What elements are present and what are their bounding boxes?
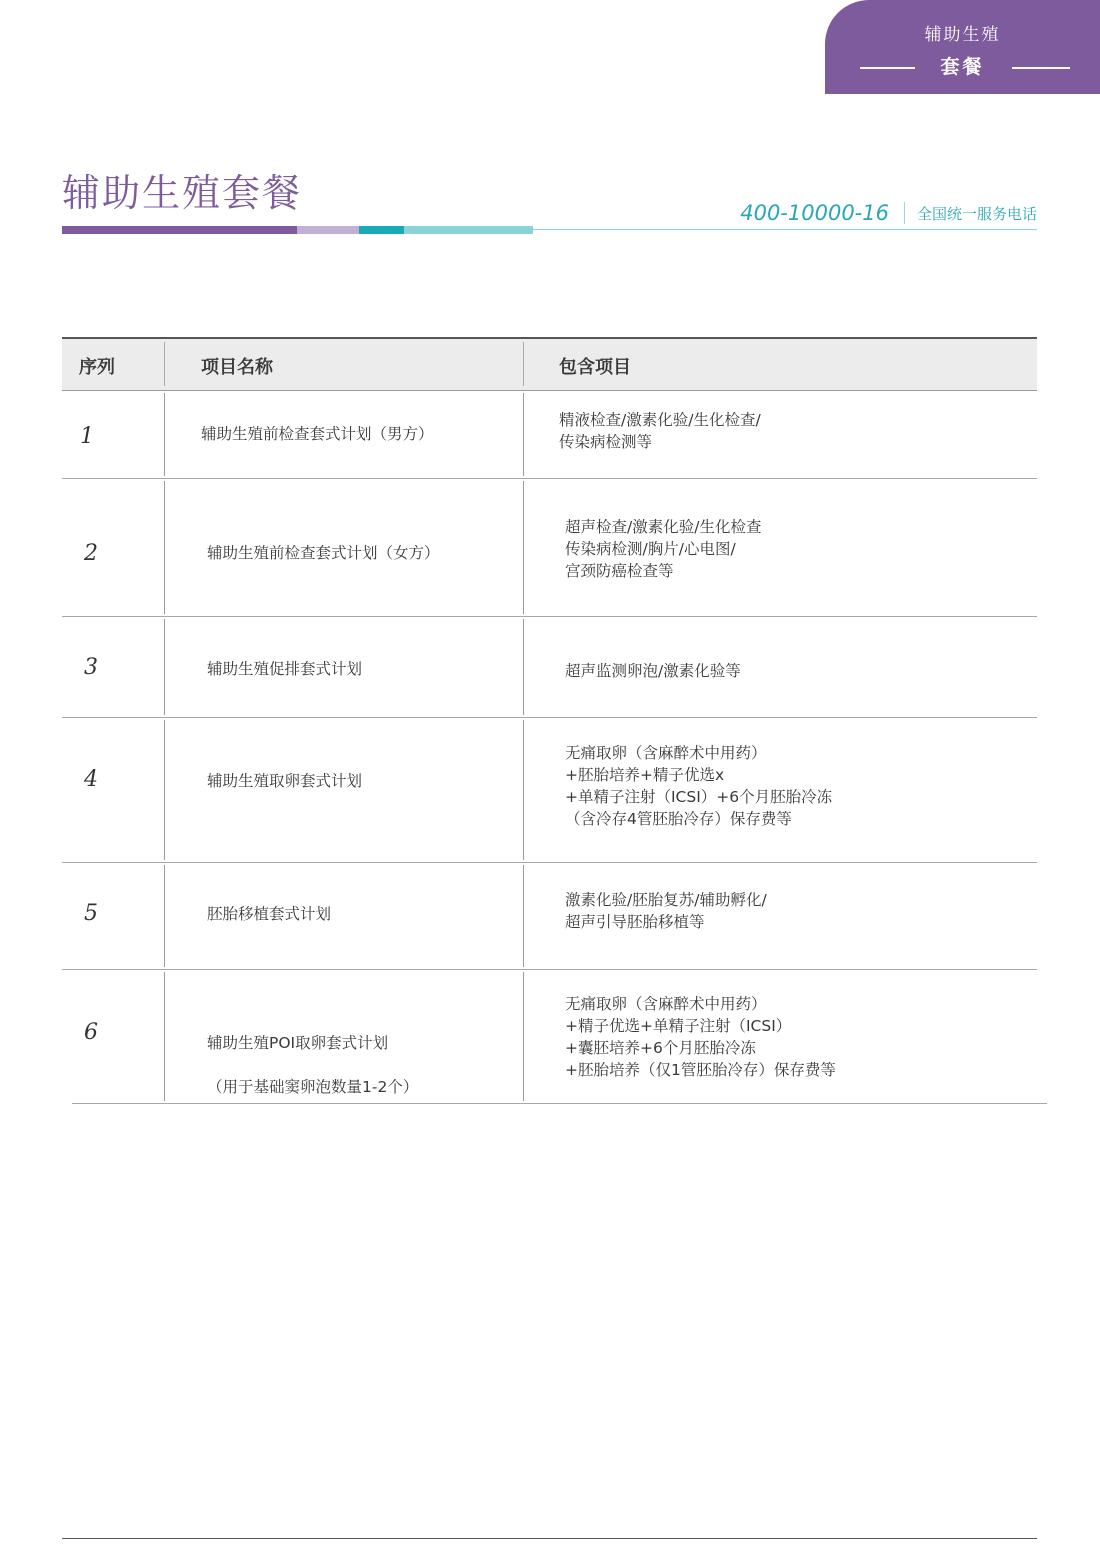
header-divider <box>164 342 165 386</box>
section-tab-title: 辅助生殖 <box>924 25 1001 45</box>
included-items <box>565 660 741 682</box>
row-number: 5 <box>84 901 98 926</box>
hotline-number: 400-10000-16 <box>740 201 889 225</box>
table-header <box>62 339 1037 391</box>
page-title: 辅助生殖套餐 <box>62 171 303 215</box>
page-bottom-rule <box>62 1538 1037 1539</box>
included-item: （含冷存4管胚胎冷存）保存费等 <box>565 810 792 828</box>
included-item: 精液检查/激素化验/生化检查/ <box>559 411 761 429</box>
column-divider <box>523 865 524 967</box>
table-row <box>62 863 1037 970</box>
column-divider <box>523 720 524 860</box>
column-divider <box>164 481 165 614</box>
column-divider <box>164 972 165 1101</box>
header-items: 包含项目 <box>559 357 631 378</box>
package-name <box>207 1010 418 1120</box>
package-name: 胚胎移植套式计划 <box>207 905 332 923</box>
included-items <box>565 516 761 582</box>
table-row <box>62 718 1037 863</box>
included-item: 传染病检测等 <box>559 433 653 451</box>
title-underline-light-teal <box>404 226 533 234</box>
row-number: 6 <box>84 1020 98 1045</box>
included-item: +囊胚培养+6个月胚胎冷冻 <box>565 1039 756 1057</box>
package-name-line: （用于基础窦卵泡数量1-2个） <box>207 1078 419 1096</box>
included-items <box>565 993 836 1081</box>
included-item: +单精子注射（ICSI）+6个月胚胎冷冻 <box>565 788 833 806</box>
included-item: 激素化验/胚胎复苏/辅助孵化/ <box>565 891 767 909</box>
included-item: 传染病检测/胸片/心电图/ <box>565 540 736 558</box>
package-name: 辅助生殖促排套式计划 <box>207 660 363 678</box>
section-tab-rule-right <box>1012 67 1070 69</box>
column-divider <box>164 619 165 715</box>
column-divider <box>523 619 524 715</box>
title-underline-lavender <box>297 226 359 234</box>
table-row <box>62 479 1037 617</box>
column-divider <box>164 393 165 476</box>
title-underline-purple <box>62 226 297 234</box>
included-items <box>565 889 767 933</box>
row-number: 3 <box>84 655 98 680</box>
table-row <box>62 617 1037 718</box>
package-name: 辅助生殖取卵套式计划 <box>207 772 363 790</box>
column-divider <box>523 481 524 614</box>
header-divider <box>523 342 524 386</box>
title-underline-teal <box>359 226 404 234</box>
row-number: 2 <box>84 541 98 566</box>
included-item: 超声引导胚胎移植等 <box>565 913 705 931</box>
section-tab <box>825 0 1100 94</box>
included-item: +胚胎培养（仅1管胚胎冷存）保存费等 <box>565 1061 836 1079</box>
included-items <box>565 742 832 830</box>
included-item: 超声检查/激素化验/生化检查 <box>565 518 762 536</box>
included-item: +胚胎培养+精子优选x <box>565 766 725 784</box>
row-number: 1 <box>80 424 94 449</box>
row-number: 4 <box>84 767 98 792</box>
package-name: 辅助生殖前检查套式计划（男方） <box>201 425 434 443</box>
package-name: 辅助生殖前检查套式计划（女方） <box>207 544 440 562</box>
included-item: 宫颈防癌检查等 <box>565 562 674 580</box>
table-row <box>72 970 1047 1104</box>
column-divider <box>164 865 165 967</box>
title-underline-thin <box>533 229 1037 230</box>
package-name-line: 辅助生殖POI取卵套式计划 <box>207 1034 389 1052</box>
included-items <box>559 409 761 453</box>
section-tab-subtitle: 套餐 <box>940 56 985 78</box>
header-name: 项目名称 <box>201 357 273 378</box>
table-row <box>62 391 1037 479</box>
column-divider <box>523 972 524 1101</box>
included-item: 无痛取卵（含麻醉术中用药） <box>565 995 767 1013</box>
column-divider <box>164 720 165 860</box>
included-item: 超声监测卵泡/激素化验等 <box>565 662 741 680</box>
header-seq: 序列 <box>79 357 115 378</box>
hotline <box>0 200 1037 226</box>
hotline-divider <box>904 202 905 224</box>
hotline-label: 全国统一服务电话 <box>916 204 1037 223</box>
included-item: +精子优选+单精子注射（ICSI） <box>565 1017 792 1035</box>
column-divider <box>523 393 524 476</box>
included-item: 无痛取卵（含麻醉术中用药） <box>565 744 767 762</box>
